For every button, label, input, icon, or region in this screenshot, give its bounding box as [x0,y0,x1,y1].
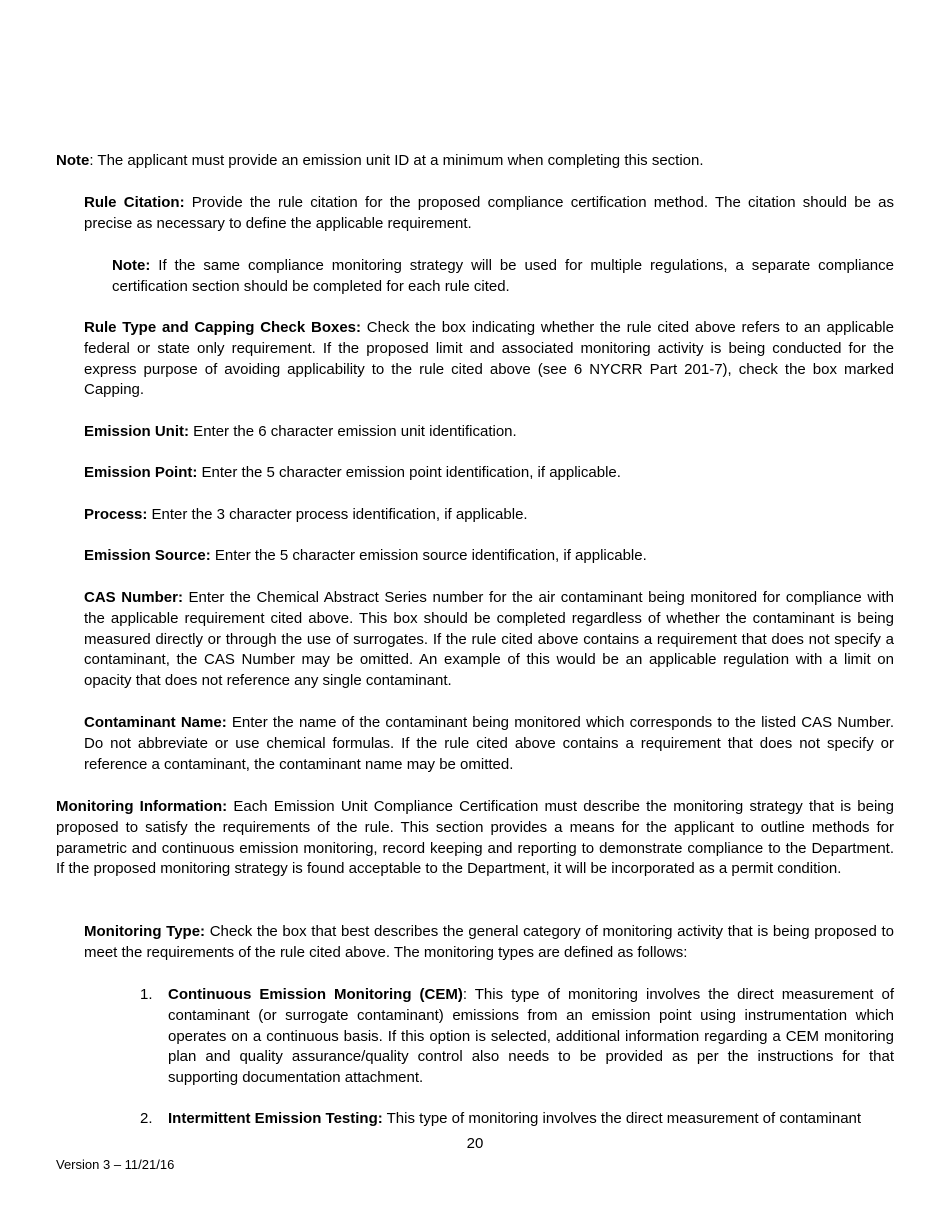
emission-source-label: Emission Source: [84,547,211,564]
list-item-label: Intermittent Emission Testing: [168,1110,383,1127]
rule-citation-note-label: Note: [112,257,151,274]
monitoring-type-paragraph [84,922,894,964]
emission-unit-paragraph [84,422,894,443]
process-label: Process: [84,506,148,523]
monitoring-type-label: Monitoring Type: [84,923,206,940]
contaminant-name-paragraph [84,713,894,775]
list-item-number: 1. [140,986,153,1003]
monitoring-information-label: Monitoring Information: [56,798,228,815]
list-item-body [168,1109,894,1130]
emission-source-text: Enter the 5 character emission source identification, if applicable. [210,547,647,564]
page-number: 20 [466,1135,484,1152]
process-paragraph [84,505,894,526]
emission-source-paragraph [84,546,894,567]
cas-number-label: CAS Number: [84,589,183,606]
emission-point-label: Emission Point: [84,464,198,481]
emission-unit-label: Emission Unit: [84,423,190,440]
process-text: Enter the 3 character process identification, if applicable. [147,506,528,523]
contaminant-name-label: Contaminant Name: [84,714,227,731]
list-item-label: Continuous Emission Monitoring (CEM) [168,986,463,1003]
rule-type-paragraph [84,318,894,401]
rule-citation-text: Provide the rule citation for the proposed compliance certification method. The citation should be as precise as necessary to define the applicable requirement. [84,194,894,232]
list-item-text: This type of monitoring involves the direct measurement of contaminant [382,1110,862,1127]
rule-citation-note-text: If the same compliance monitoring strategy will be used for multiple regulations, a separate compliance certification section should be completed for each rule cited. [112,257,894,295]
emission-unit-text: Enter the 6 character emission unit identification. [189,423,517,440]
cas-number-text: Enter the Chemical Abstract Series number for the air contaminant being monitored for compliance with the applicable requirement cited above. This box should be completed regardless of whether the contaminant is being measured directly or through the use of surrogates. If the rule cited above contains a requirement that does not specify a contaminant, the CAS Number may be omitted. An example of this would be an applicable regulation with a limit on opacity that does not reference any single contaminant. [84,589,894,690]
rule-citation-note-paragraph [112,256,894,298]
note-text: : The applicant must provide an emission unit ID at a minimum when completing this section. [89,152,704,169]
rule-citation-label: Rule Citation: [84,194,185,211]
contaminant-name-text: Enter the name of the contaminant being monitored which corresponds to the listed CAS Number. Do not abbreviate or use chemical formulas. If the rule cited above contains a requirement that does not specify or reference a contaminant, the contaminant name may be omitted. [84,714,894,773]
list-item [140,985,894,1089]
list-item-body [168,985,894,1089]
list-item [140,1109,894,1130]
list-item-text: : This type of monitoring involves the direct measurement of contaminant (or surrogate contaminant) emissions from an emission point using instrumentation which operates on a continuous basis. If this option is selected, additional information regarding a CEM monitoring plan and quality assurance/quality control also needs to be provided as per the instructions for that supporting documentation attachment. [168,986,894,1087]
rule-citation-paragraph [84,193,894,235]
note-paragraph [56,151,894,172]
version-footer: Version 3 – 11/21/16 [56,1157,175,1172]
monitoring-information-text: Each Emission Unit Compliance Certification must describe the monitoring strategy that is being proposed to satisfy the requirements of the rule. This section provides a means for the applicant to outline methods for parametric and continuous emission monitoring, record keeping and reporting to demonstrate compliance to the Department. If the proposed monitoring strategy is found acceptable to the Department, it will be incorporated as a permit condition. [56,798,894,878]
rule-type-text: Check the box indicating whether the rule cited above refers to an applicable federal or state only requirement. If the proposed limit and associated monitoring activity is being conducted for the express purpose of avoiding applicability to the rule cited above (see 6 NYCRR Part 201-7), check the box marked Capping. [84,319,894,399]
note-label: Note [56,152,90,169]
rule-type-label: Rule Type and Capping Check Boxes: [84,319,362,336]
monitoring-type-text: Check the box that best describes the general category of monitoring activity that is being proposed to meet the requirements of the rule cited above. The monitoring types are defined as follows: [84,923,894,961]
monitoring-information-paragraph [56,797,894,880]
emission-point-text: Enter the 5 character emission point identification, if applicable. [197,464,621,481]
list-item-number: 2. [140,1110,153,1127]
cas-number-paragraph [84,588,894,692]
emission-point-paragraph [84,463,894,484]
